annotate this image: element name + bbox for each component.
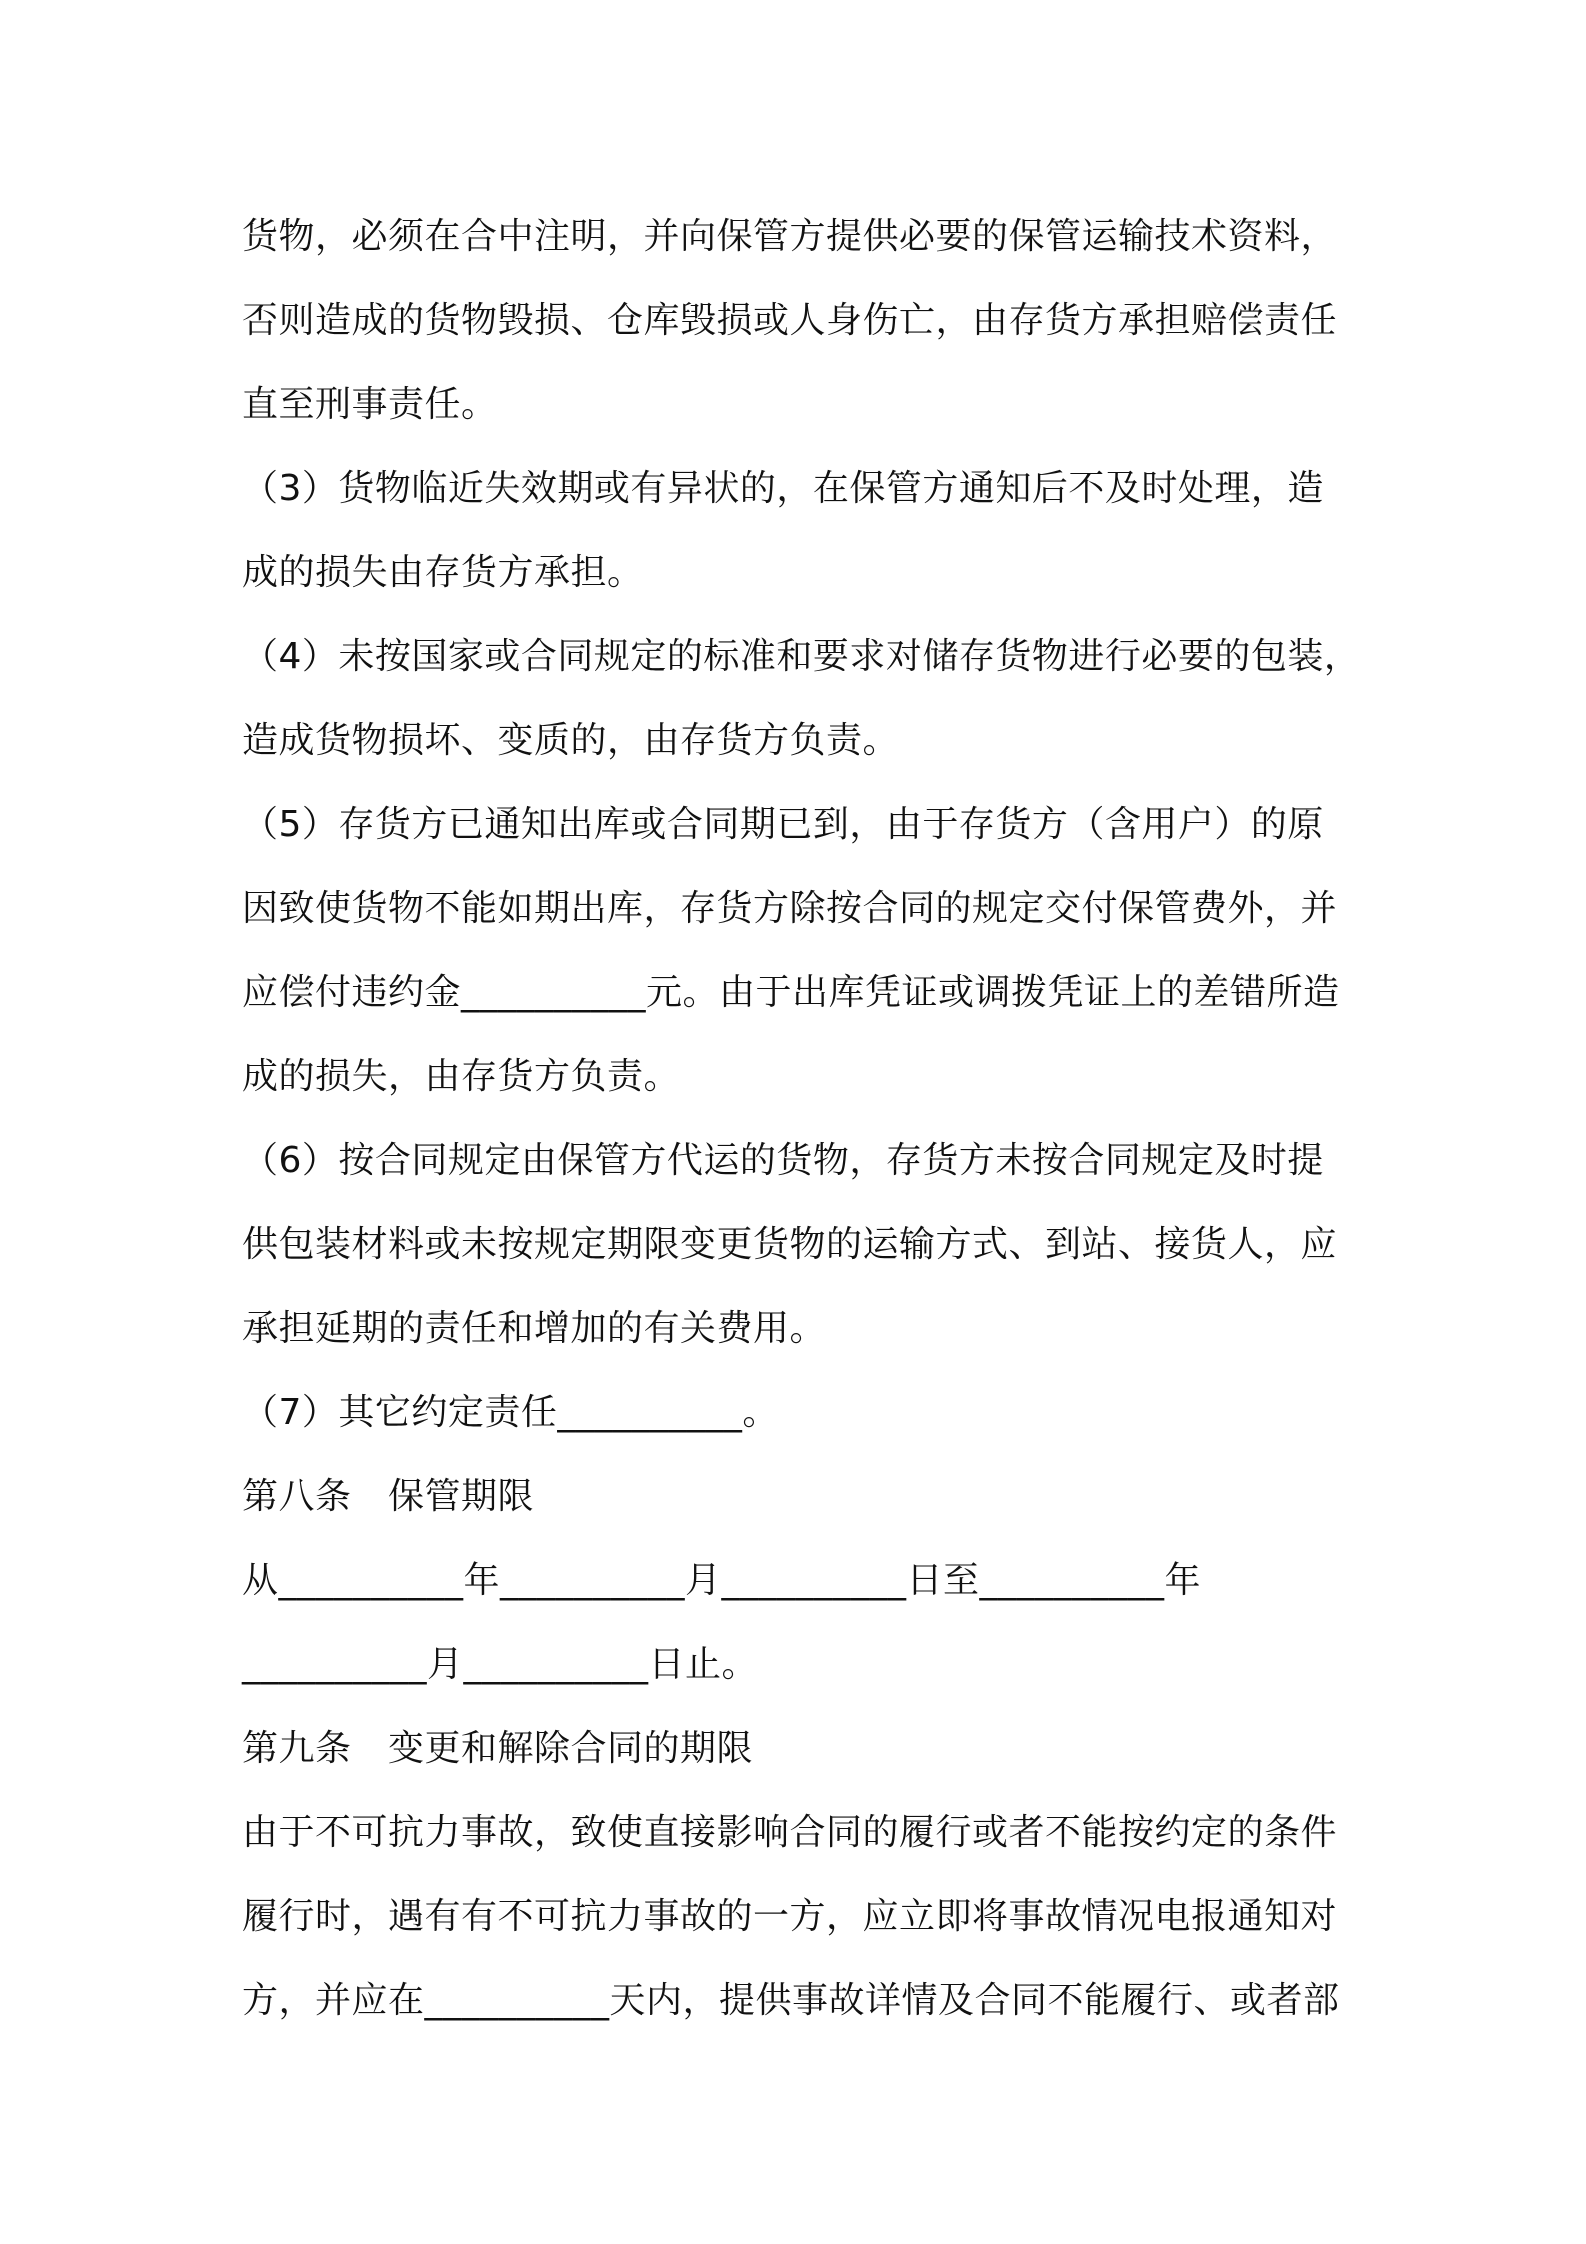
- body-line: 成的损失，由存货方负责。: [242, 1056, 681, 1097]
- body-line: 履行时，遇有有不可抗力事故的一方，应立即将事故情况电报通知对: [242, 1896, 1338, 1937]
- body-line: 从__________年__________月__________日至__________年: [242, 1560, 1202, 1601]
- clause-4-line: （4）未按国家或合同规定的标准和要求对储存货物进行必要的包装，: [242, 636, 1361, 677]
- body-line: 否则造成的货物毁损、仓库毁损或人身伤亡，由存货方承担赔偿责任: [242, 300, 1338, 341]
- body-line: 成的损失由存货方承担。: [242, 552, 644, 593]
- article-8-heading: 第八条 保管期限: [242, 1476, 535, 1517]
- body-line: 应偿付违约金__________元。由于出库凭证或调拨凭证上的差错所造: [242, 972, 1340, 1013]
- body-line: 因致使货物不能如期出库，存货方除按合同的规定交付保管费外，并: [242, 888, 1338, 929]
- document-body: [242, 195, 1372, 2043]
- article-9-heading: 第九条 变更和解除合同的期限: [242, 1728, 754, 1769]
- body-line: 方，并应在__________天内，提供事故详情及合同不能履行、或者部: [242, 1980, 1340, 2021]
- body-line: __________月__________日止。: [242, 1644, 759, 1685]
- clause-5-line: （5）存货方已通知出库或合同期已到，由于存货方（含用户）的原: [242, 804, 1324, 845]
- clause-6-line: （6）按合同规定由保管方代运的货物，存货方未按合同规定及时提: [242, 1140, 1324, 1181]
- clause-7-line: （7）其它约定责任__________。: [242, 1392, 779, 1433]
- body-line: 造成货物损坏、变质的，由存货方负责。: [242, 720, 900, 761]
- clause-3-line: （3）货物临近失效期或有异状的，在保管方通知后不及时处理，造: [242, 468, 1324, 509]
- body-line: 供包装材料或未按规定期限变更货物的运输方式、到站、接货人，应: [242, 1224, 1338, 1265]
- body-line: 由于不可抗力事故，致使直接影响合同的履行或者不能按约定的条件: [242, 1812, 1338, 1853]
- body-line: 承担延期的责任和增加的有关费用。: [242, 1308, 827, 1349]
- body-line: 货物，必须在合中注明，并向保管方提供必要的保管运输技术资料，: [242, 216, 1338, 257]
- body-line: 直至刑事责任。: [242, 384, 498, 425]
